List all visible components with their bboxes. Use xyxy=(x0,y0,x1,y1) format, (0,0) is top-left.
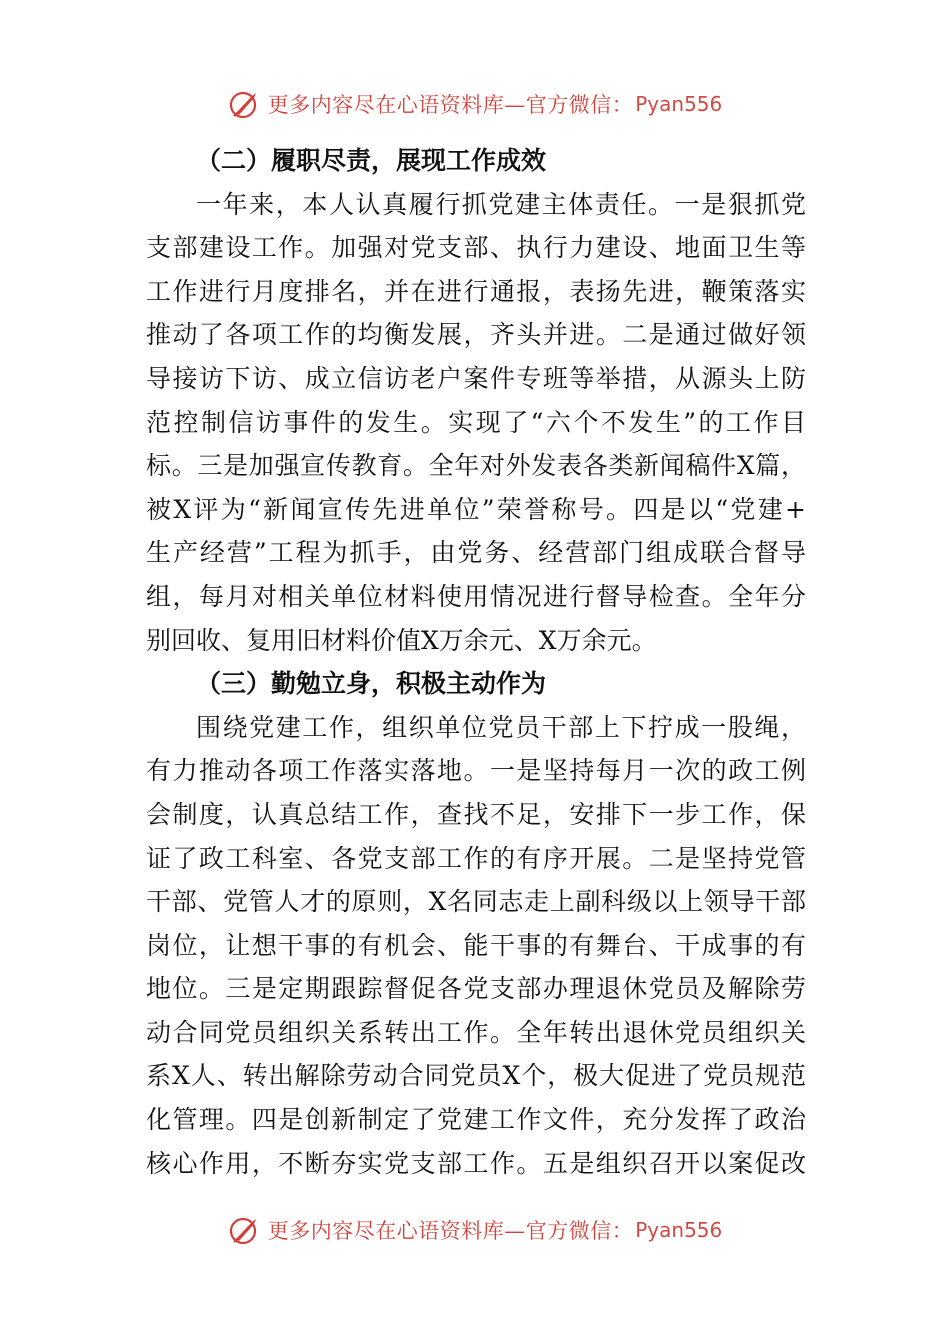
section-heading-3: （三）勤勉立身，积极主动作为 xyxy=(196,669,547,699)
paragraph-line: 系X人、转出解除劳动合同党员X个，极大促进了党员规范 xyxy=(146,1061,806,1091)
watermark-header xyxy=(0,84,950,124)
paragraph-line: 化管理。四是创新制定了党建工作文件，充分发挥了政治 xyxy=(146,1105,806,1135)
paragraph-line: 被X评为“新闻宣传先进单位”荣誉称号。四是以“党建+ xyxy=(146,494,806,524)
watermark-wechat-id: Pyan556 xyxy=(635,92,723,116)
watermark-text: 更多内容尽在心语资料库—官方微信： xyxy=(267,93,634,117)
paragraph-line: 岗位，让想干事的有机会、能干事的有舞台、干成事的有 xyxy=(146,930,806,960)
paragraph-line: 工作进行月度排名，并在进行通报，表扬先进，鞭策落实 xyxy=(146,276,806,306)
document-body xyxy=(146,139,806,1185)
pen-logo-icon xyxy=(228,1213,262,1247)
watermark-text: 更多内容尽在心语资料库—官方微信： xyxy=(267,1219,634,1243)
paragraph-line: 会制度，认真总结工作，查找不足，安排下一步工作，保 xyxy=(146,799,806,829)
watermark-footer xyxy=(0,1210,950,1250)
paragraph-line: 别回收、复用旧材料价值X万余元、X万余元。 xyxy=(146,625,657,655)
pen-logo-icon xyxy=(228,87,262,121)
paragraph-line: 动合同党员组织关系转出工作。全年转出退休党员组织关 xyxy=(146,1017,806,1047)
paragraph-line: 推动了各项工作的均衡发展，齐头并进。二是通过做好领 xyxy=(146,320,806,350)
paragraph-line: 组，每月对相关单位材料使用情况进行督导检查。全年分 xyxy=(146,581,806,611)
paragraph-line: 一年来，本人认真履行抓党建主体责任。一是狠抓党 xyxy=(196,189,806,219)
paragraph-line: 范控制信访事件的发生。实现了“六个不发生”的工作目 xyxy=(146,407,806,437)
paragraph-line: 支部建设工作。加强对党支部、执行力建设、地面卫生等 xyxy=(146,233,806,263)
paragraph-line: 生产经营”工程为抓手，由党务、经营部门组成联合督导 xyxy=(146,538,806,568)
paragraph-line: 有力推动各项工作落实落地。一是坚持每月一次的政工例 xyxy=(146,756,806,786)
paragraph-line: 导接访下访、成立信访老户案件专班等举措，从源头上防 xyxy=(146,363,806,393)
paragraph-line: 核心作用，不断夯实党支部工作。五是组织召开以案促改 xyxy=(146,1148,806,1178)
section-heading-2: （二）履职尽责，展现工作成效 xyxy=(196,146,547,175)
paragraph-line: 标。三是加强宣传教育。全年对外发表各类新闻稿件X篇， xyxy=(146,451,806,481)
watermark-wechat-id: Pyan556 xyxy=(635,1218,723,1242)
paragraph-line: 围绕党建工作，组织单位党员干部上下拧成一股绳， xyxy=(196,712,806,742)
paragraph-line: 地位。三是定期跟踪督促各党支部办理退休党员及解除劳 xyxy=(146,974,806,1004)
paragraph-line: 证了政工科室、各党支部工作的有序开展。二是坚持党管 xyxy=(146,843,806,873)
paragraph-line: 干部、党管人才的原则，X名同志走上副科级以上领导干部 xyxy=(146,887,806,917)
